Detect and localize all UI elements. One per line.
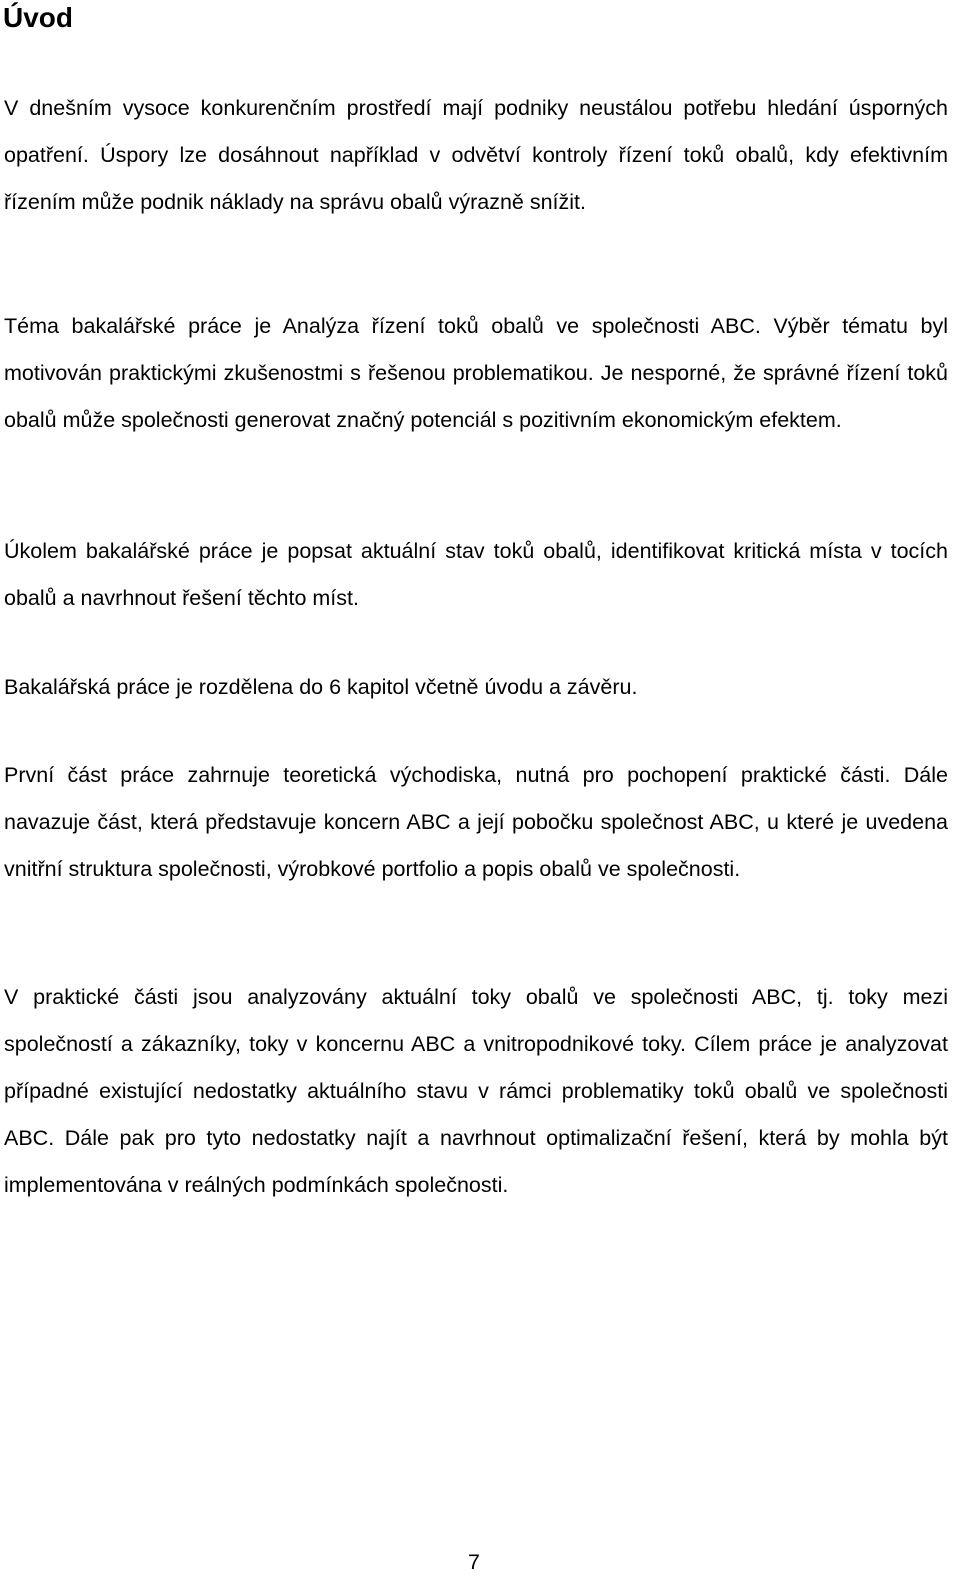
paragraph-topic: Téma bakalářské práce je Analýza řízení toků obalů ve společnosti ABC. Výběr tématu byl motivován praktickými zkušenostmi s řešenou problematikou. Je nesporné, že správné řízení toků obalů může společnosti generovat značný potenciál s pozitivním ekonomickým efektem. (4, 314, 948, 432)
page-title: Úvod (3, 2, 73, 33)
paragraph-goal: Úkolem bakalářské práce je popsat aktuální stav toků obalů, identifikovat kritická místa v tocích obalů a navrhnout řešení těchto míst. (4, 539, 948, 610)
page-number: 7 (468, 1550, 480, 1574)
paragraph-practice: V praktické části jsou analyzovány aktuální toky obalů ve společnosti ABC, tj. toky mezi společností a zákazníky, toky v koncernu ABC a vnitropodnikové toky. Cílem práce je analyzovat případné existující nedostatky aktuálního stavu v rámci problematiky toků obalů ve společnosti ABC. Dále pak pro tyto nedostatky najít a navrhnout optimalizační řešení, která by mohla být implementována v reálných podmínkách společnosti. (4, 985, 948, 1197)
paragraph-theory: První část práce zahrnuje teoretická východiska, nutná pro pochopení praktické části. Dále navazuje část, která představuje koncern ABC a její pobočku společnost ABC, u které je uvedena vnitřní struktura společnosti, výrobkové portfolio a popis obalů ve společnosti. (4, 763, 948, 881)
paragraph-structure: Bakalářská práce je rozdělena do 6 kapitol včetně úvodu a závěru. (4, 675, 638, 699)
paragraph-intro: V dnešním vysoce konkurenčním prostředí mají podniky neustálou potřebu hledání úsporných opatření. Úspory lze dosáhnout například v odvětví kontroly řízení toků obalů, kdy efektivním řízením může podnik náklady na správu obalů výrazně snížit. (4, 96, 948, 214)
